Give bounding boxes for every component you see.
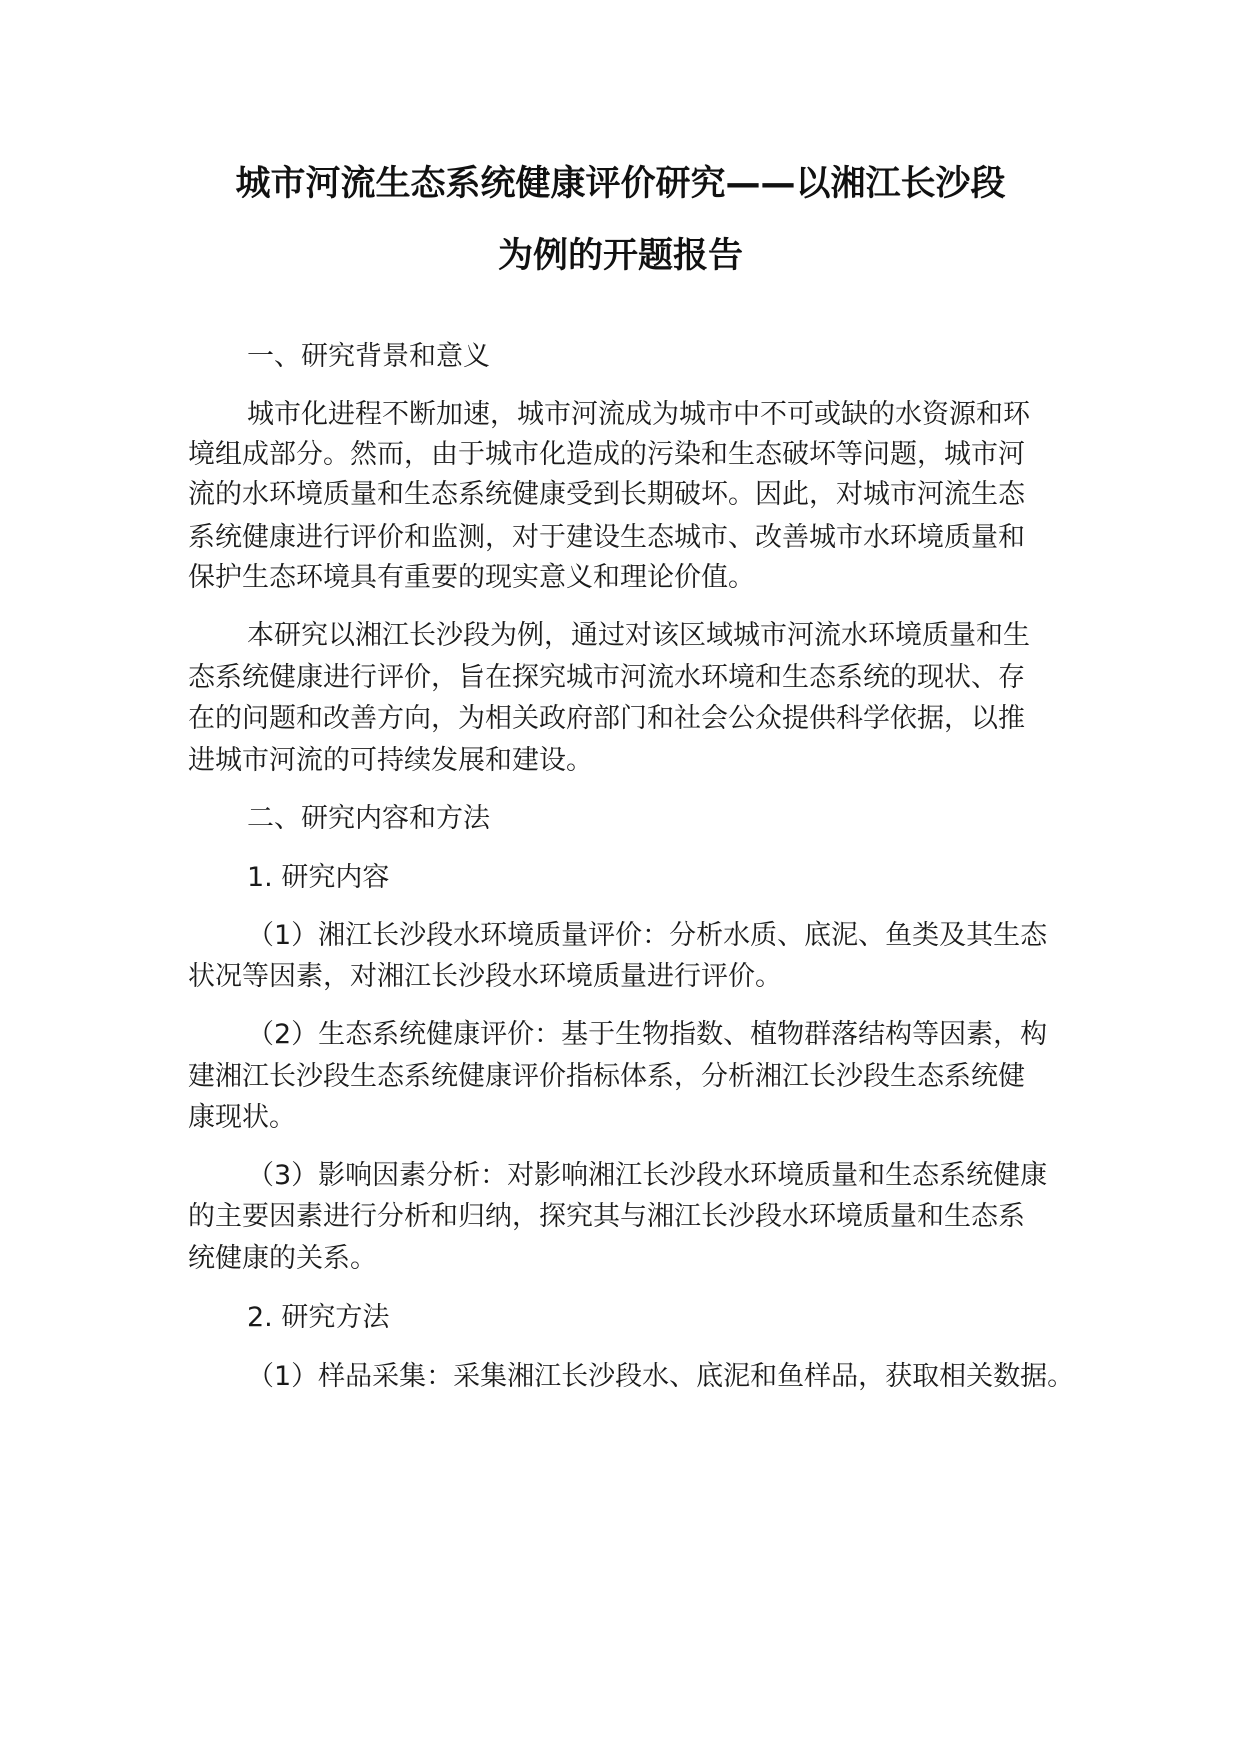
list-item-line: （1）湘江长沙段水环境质量评价：分析水质、底泥、鱼类及其生态 xyxy=(247,920,1048,951)
list-item-line: 统健康的关系。 xyxy=(188,1243,377,1274)
list-item-line: 状况等因素，对湘江长沙段水环境质量进行评价。 xyxy=(188,961,782,992)
paragraph-line: 本研究以湘江长沙段为例，通过对该区域城市河流水环境质量和生 xyxy=(247,620,1030,651)
list-item-line: （2）生态系统健康评价：基于生物指数、植物群落结构等因素，构 xyxy=(247,1019,1048,1050)
section-heading-methods: 二、研究内容和方法 xyxy=(247,803,490,834)
list-item-line: 建湘江长沙段生态系统健康评价指标体系，分析湘江长沙段生态系统健 xyxy=(188,1061,1025,1092)
paragraph-line: 流的水环境质量和生态系统健康受到长期破坏。因此，对城市河流生态 xyxy=(188,479,1025,510)
document-title-line-1: 城市河流生态系统健康评价研究——以湘江长沙段 xyxy=(235,164,1006,204)
list-item-line: （3）影响因素分析：对影响湘江长沙段水环境质量和生态系统健康 xyxy=(247,1160,1048,1191)
list-item-line: 的主要因素进行分析和归纳，探究其与湘江长沙段水环境质量和生态系 xyxy=(188,1201,1025,1232)
list-item-line: （1）样品采集：采集湘江长沙段水、底泥和鱼样品，获取相关数据。 xyxy=(247,1361,1075,1392)
section-heading-background: 一、研究背景和意义 xyxy=(247,341,490,372)
paragraph-line: 系统健康进行评价和监测，对于建设生态城市、改善城市水环境质量和 xyxy=(188,522,1025,553)
subheading-research-content: 1. 研究内容 xyxy=(247,862,390,893)
paragraph-line: 城市化进程不断加速，城市河流成为城市中不可或缺的水资源和环 xyxy=(247,399,1030,430)
paragraph-line: 境组成部分。然而，由于城市化造成的污染和生态破坏等问题，城市河 xyxy=(188,439,1025,470)
paragraph-line: 进城市河流的可持续发展和建设。 xyxy=(188,745,593,776)
paragraph-line: 态系统健康进行评价，旨在探究城市河流水环境和生态系统的现状、存 xyxy=(188,662,1025,693)
paragraph-line: 在的问题和改善方向，为相关政府部门和社会公众提供科学依据，以推 xyxy=(188,703,1025,734)
subheading-research-methods: 2. 研究方法 xyxy=(247,1302,390,1333)
list-item-line: 康现状。 xyxy=(188,1102,296,1133)
paragraph-line: 保护生态环境具有重要的现实意义和理论价值。 xyxy=(188,562,755,593)
document-title-line-2: 为例的开题报告 xyxy=(497,236,743,276)
